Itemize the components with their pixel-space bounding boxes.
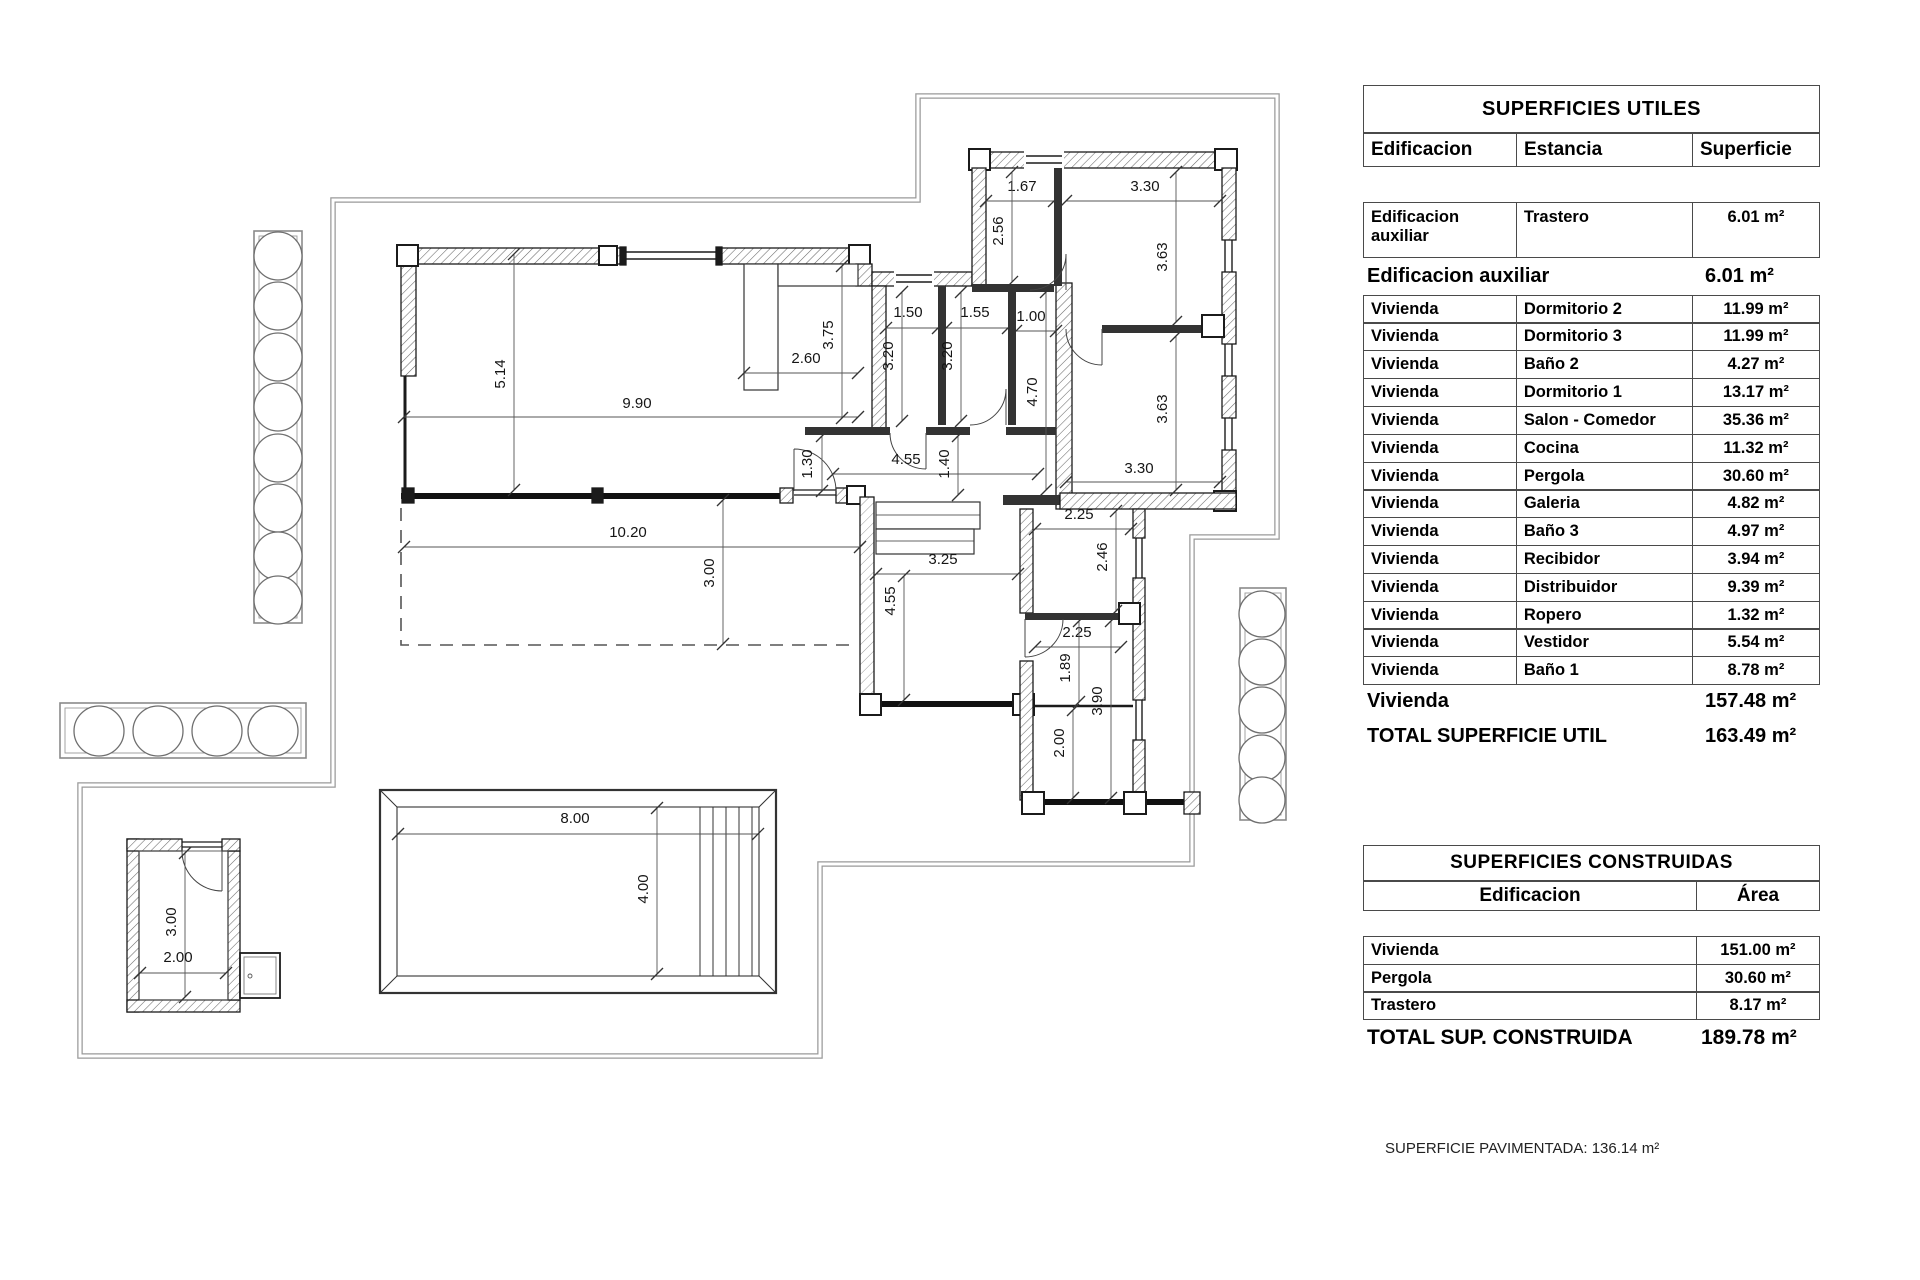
tree-icon <box>74 706 124 756</box>
dimension <box>398 395 864 423</box>
dimension <box>799 430 828 497</box>
table-row <box>1363 545 1820 574</box>
table-cell: 11.99 m² <box>1692 295 1820 324</box>
dimension-label: 3.30 <box>1124 460 1154 477</box>
table-cell: Vivienda <box>1363 322 1517 351</box>
column-header: Superficie <box>1692 133 1820 167</box>
dimension-label: 1.55 <box>960 304 990 321</box>
dimension-label: 2.60 <box>791 350 821 367</box>
storage-building <box>127 839 280 1012</box>
table-row <box>1363 964 1820 993</box>
dimension <box>134 949 232 979</box>
vivienda-rows <box>1363 295 1820 686</box>
table-cell: 30.60 m² <box>1692 462 1820 491</box>
dimension <box>1089 615 1117 804</box>
dimension <box>980 178 1060 207</box>
table-row <box>1363 434 1820 463</box>
table-cell: Ropero <box>1516 601 1693 630</box>
table-cell: Pergola <box>1516 462 1693 491</box>
tree-icon <box>1239 639 1285 685</box>
table-cell: Recibidor <box>1516 545 1693 574</box>
tree-icon <box>254 576 302 624</box>
table-cell: Vivienda <box>1363 573 1517 602</box>
dimension-label: 1.40 <box>936 449 953 479</box>
table-row: Edificacion auxiliar Trastero 6.01 m² <box>1363 202 1820 258</box>
dimension-label: 1.30 <box>799 449 816 479</box>
table-row <box>1363 628 1820 657</box>
table-cell: Vivienda <box>1363 545 1517 574</box>
table-cell: Distribuidor <box>1516 573 1693 602</box>
dimension-label: 3.63 <box>1154 394 1171 424</box>
table-cell: Galeria <box>1516 489 1693 518</box>
dimension-label: 3.00 <box>163 907 180 937</box>
table-cell: Vivienda <box>1363 489 1517 518</box>
table-row <box>1363 462 1820 491</box>
left-planter <box>254 231 302 624</box>
table-row <box>1363 295 1820 324</box>
table-row <box>1363 489 1820 518</box>
table-cell: Dormitorio 1 <box>1516 378 1693 407</box>
right-planter <box>1239 588 1286 823</box>
table-cell: 4.27 m² <box>1692 350 1820 379</box>
dimension <box>1029 624 1127 653</box>
table-cell: Baño 2 <box>1516 350 1693 379</box>
table-title: SUPERFICIES UTILES <box>1363 85 1820 133</box>
dimension <box>1060 178 1226 207</box>
table-cell: Pergola <box>1363 964 1697 993</box>
dimension <box>1051 704 1079 804</box>
dimension-label: 5.14 <box>492 359 509 389</box>
table-row <box>1363 350 1820 379</box>
dimension-label: 4.70 <box>1024 377 1041 407</box>
column-header: Edificacion <box>1363 133 1517 167</box>
dimension-label: 8.00 <box>560 810 590 827</box>
tree-icon <box>1239 591 1285 637</box>
dimension <box>1154 330 1182 496</box>
dimension-label: 3.20 <box>939 341 956 371</box>
table-cell: Vivienda <box>1363 517 1517 546</box>
table-cell: 1.32 m² <box>1692 601 1820 630</box>
tree-icon <box>1239 687 1285 733</box>
dimension-label: 2.00 <box>163 949 193 966</box>
tree-icon <box>248 706 298 756</box>
tree-icon <box>254 434 302 482</box>
table-cell: Salon - Comedor <box>1516 406 1693 435</box>
table-cell: 4.82 m² <box>1692 489 1820 518</box>
tree-icon <box>254 333 302 381</box>
table-cell: 3.94 m² <box>1692 545 1820 574</box>
dimension-label: 1.89 <box>1057 653 1074 683</box>
dimension <box>1094 505 1122 617</box>
table-row <box>1363 517 1820 546</box>
tree-icon <box>192 706 242 756</box>
table-cell: Trastero <box>1363 991 1697 1020</box>
dimension-label: 1.50 <box>893 304 923 321</box>
tree-icon <box>254 383 302 431</box>
table-row <box>1363 406 1820 435</box>
dimension-label: 2.56 <box>990 216 1007 246</box>
table-cell: 13.17 m² <box>1692 378 1820 407</box>
table-cell: Vivienda <box>1363 434 1517 463</box>
tree-icon <box>1239 735 1285 781</box>
dimension-label: 2.25 <box>1062 624 1092 641</box>
dimension <box>936 430 964 501</box>
dimension <box>635 802 663 980</box>
dimension-label: 4.55 <box>882 586 899 616</box>
table-cell: 4.97 m² <box>1692 517 1820 546</box>
dimension-label: 3.30 <box>1130 178 1160 195</box>
tree-icon <box>254 484 302 532</box>
column-header: Estancia <box>1516 133 1693 167</box>
bottom-planter <box>60 703 306 758</box>
table-row <box>1363 322 1820 351</box>
table-cell: 151.00 m² <box>1696 936 1820 965</box>
dimension-label: 3.25 <box>928 551 958 568</box>
table-title: SUPERFICIES CONSTRUIDAS <box>1363 845 1820 881</box>
column-header: Edificacion <box>1363 881 1697 911</box>
dimension <box>398 524 866 553</box>
table-cell: Vestidor <box>1516 628 1693 657</box>
table-cell: Dormitorio 3 <box>1516 322 1693 351</box>
table-cell: Vivienda <box>1363 601 1517 630</box>
dimension-label: 2.46 <box>1094 542 1111 572</box>
aux-rows <box>1363 202 1820 258</box>
table-cell: Vivienda <box>1363 378 1517 407</box>
table-cell: Cocina <box>1516 434 1693 463</box>
dimension-label: 10.20 <box>609 524 647 541</box>
dimension-label: 4.55 <box>891 451 921 468</box>
table-row <box>1363 573 1820 602</box>
door-arc <box>970 389 1006 425</box>
table-cell: 9.39 m² <box>1692 573 1820 602</box>
dimension <box>701 494 729 650</box>
table-cell: 11.32 m² <box>1692 434 1820 463</box>
table-cell: Vivienda <box>1363 295 1517 324</box>
dimension-label: 9.90 <box>622 395 652 412</box>
dimension-label: 2.25 <box>1064 506 1094 523</box>
dimension <box>492 248 520 496</box>
table-row <box>1363 601 1820 630</box>
total-construida-row: TOTAL SUP. CONSTRUIDA 189.78 m² <box>1367 1026 1797 1050</box>
table-cell: Vivienda <box>1363 936 1697 965</box>
dimension-label: 3.00 <box>701 558 718 588</box>
tree-icon <box>1239 777 1285 823</box>
table-header <box>1363 881 1820 911</box>
table-cell: 35.36 m² <box>1692 406 1820 435</box>
table-cell: Baño 3 <box>1516 517 1693 546</box>
tree-icon <box>254 232 302 280</box>
dimension-label: 3.75 <box>820 320 837 350</box>
total-util-row: TOTAL SUPERFICIE UTIL 163.49 m² <box>1367 724 1797 747</box>
column-header: Área <box>1696 881 1820 911</box>
table-cell: Vivienda <box>1363 656 1517 685</box>
dimension <box>1060 460 1226 488</box>
table-cell: Vivienda <box>1363 406 1517 435</box>
door-arcs <box>182 254 1102 891</box>
table-cell: Vivienda <box>1363 628 1517 657</box>
paved-area-note: SUPERFICIE PAVIMENTADA: 136.14 m² <box>1385 1140 1660 1157</box>
pool-steps <box>700 807 752 976</box>
dimension-label: 3.90 <box>1089 686 1106 716</box>
table-cell: 5.54 m² <box>1692 628 1820 657</box>
tree-icon <box>254 282 302 330</box>
table-cell: 8.78 m² <box>1692 656 1820 685</box>
tree-icon <box>254 532 302 580</box>
dimension <box>1010 308 1062 337</box>
dimension-label: 3.20 <box>880 341 897 371</box>
dimension-label: 4.00 <box>635 874 652 904</box>
dimension <box>1029 506 1137 535</box>
dimension-label: 1.67 <box>1007 178 1037 195</box>
table-cell: 11.99 m² <box>1692 322 1820 351</box>
construidas-rows <box>1363 936 1820 1021</box>
dimension <box>882 570 910 706</box>
table-row <box>1363 936 1820 965</box>
table-row <box>1363 991 1820 1020</box>
superficies-construidas-table <box>1363 845 1820 1056</box>
vivienda-subtotal-row: Vivienda 157.48 m² <box>1367 690 1797 713</box>
dimension <box>940 304 1014 334</box>
dimension-label: 2.00 <box>1051 728 1068 758</box>
table-cell: 30.60 m² <box>1696 964 1820 993</box>
table-header <box>1363 133 1820 167</box>
door-arc <box>182 851 222 891</box>
table-cell: Dormitorio 2 <box>1516 295 1693 324</box>
dimension-label: 3.63 <box>1154 242 1171 272</box>
dimension <box>870 551 1024 580</box>
table-cell: 8.17 m² <box>1696 991 1820 1020</box>
superficies-utiles-table <box>1363 85 1820 754</box>
aux-subtotal-row: Edificacion auxiliar 6.01 m² <box>1367 265 1774 288</box>
table-row <box>1363 656 1820 685</box>
table-cell: Baño 1 <box>1516 656 1693 685</box>
tree-icon <box>133 706 183 756</box>
table-cell: Vivienda <box>1363 462 1517 491</box>
dimension <box>392 810 764 840</box>
dimension <box>880 304 944 334</box>
trees <box>60 231 1286 823</box>
table-cell: Vivienda <box>1363 350 1517 379</box>
dimension-label: 1.00 <box>1016 308 1046 325</box>
table-row <box>1363 378 1820 407</box>
